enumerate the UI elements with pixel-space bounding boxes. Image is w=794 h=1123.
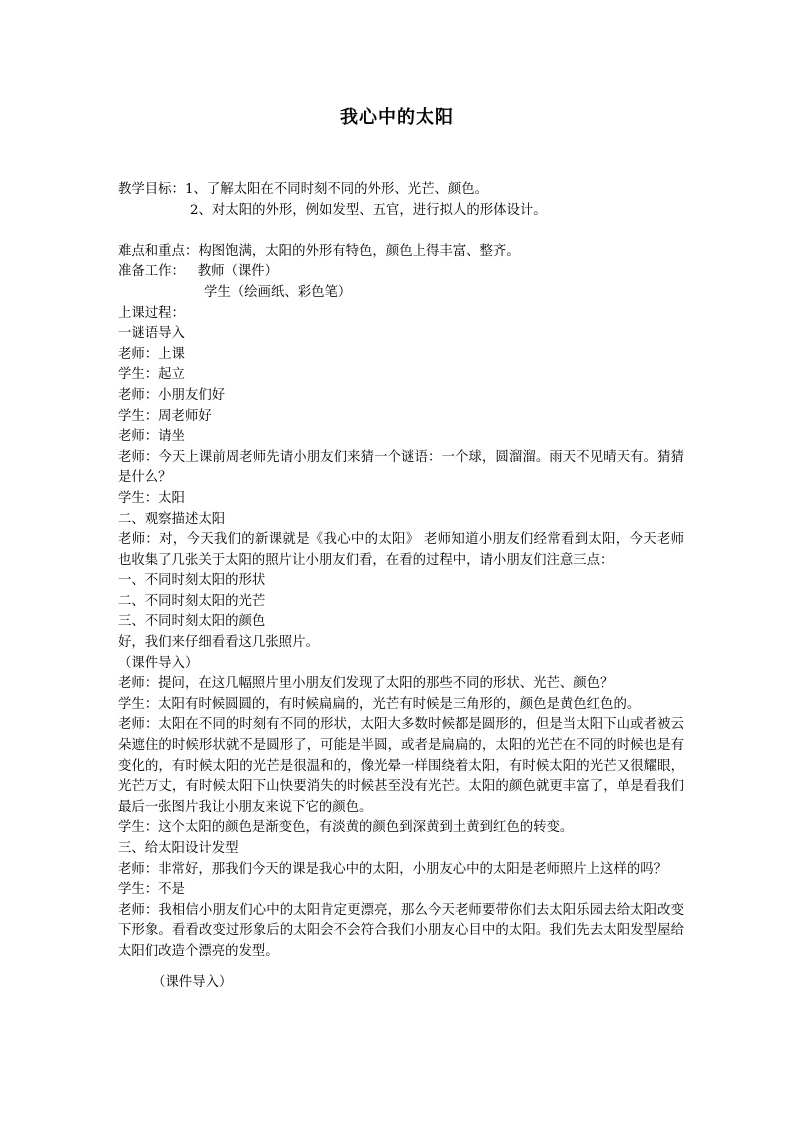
question-line: 老师：提问，在这几幅照片里小朋友们发现了太阳的那些不同的形状、光芒、颜色？ [118, 676, 614, 692]
section-heading-hairstyle: 三、给太阳设计发型 [118, 841, 239, 856]
dialogue-line: 学生：起立 [118, 367, 185, 383]
teacher-ask-line: 老师：非常好，那我们今天的课是我心中的太阳，小朋友心中的太阳是老师照片上这样的吗？ [118, 861, 668, 877]
goal-line-2: 2、对太阳的外形，例如发型、五官，进行拟人的形体设计。 [190, 202, 547, 218]
section-heading-riddle: 一谜语导入 [118, 326, 185, 342]
observe-intro-paragraph: 老师：对，今天我们的新课就是《我心中的太阳》 老师知道小朋友们经常看到太阳，今天老师也收集了几张关于太阳的照片让小朋友们看，在看的过程中，请小朋友们注意三点： [118, 532, 684, 568]
section-heading-observe: 二、观察描述太阳 [118, 511, 226, 527]
point-item: 二、不同时刻太阳的光芒 [118, 593, 266, 609]
look-line: 好，我们来仔细看看这几张照片。 [118, 635, 319, 651]
process-label: 上课过程： [118, 305, 185, 321]
dialogue-line: 老师：请坐 [118, 429, 185, 445]
dialogue-line: 学生：太阳 [118, 490, 185, 506]
point-item: 一、不同时刻太阳的形状 [118, 573, 266, 589]
teacher-explain-paragraph: 老师：太阳在不同的时刻有不同的形状，太阳大多数时候都是圆形的，但是当太阳下山或者被云朵遮住的时候形状就不是圆形了，可能是半圆，或者是扁扁的，太阳的光芒在不同的时候也是有变化的，有时候太阳的光芒是很温和的，像光晕一样围绕着太阳，有时候太阳的光芒又很耀眼，光芒万丈，有时候太阳下山快要消失的时候甚至没有光芒。太阳的颜色就更丰富了，单是看我们最后一张图片我让小朋友来说下它的颜色。 [118, 717, 684, 815]
student-no-line: 学生：不是 [118, 882, 185, 898]
dialogue-line: 学生：周老师好 [118, 408, 212, 424]
riddle-paragraph: 老师：今天上课前周老师先请小朋友们来猜一个谜语：一个球，圆溜溜。雨天不见晴天有。猜猜是什么？ [118, 449, 684, 486]
dialogue-line: 老师：小朋友们好 [118, 387, 226, 403]
prep-line-1: 准备工作： 教师（课件） [118, 264, 279, 280]
teacher-believe-paragraph: 老师：我相信小朋友们心中的太阳肯定更漂亮，那么今天老师要带你们去太阳乐园去给太阳改变下形象。看看改变过形象后的太阳会不会符合我们小朋友心目中的太阳。我们先去太阳发型屋给太阳们改造个漂亮的发型。 [118, 902, 684, 959]
blank-line [118, 221, 684, 242]
prep-line-2: 学生（绘画纸、彩色笔） [204, 284, 352, 300]
document-body [118, 180, 684, 993]
goal-line-1: 教学目标：1、了解太阳在不同时刻不同的外形、光芒、颜色。 [118, 182, 489, 197]
blank-line [118, 963, 684, 973]
point-item: 三、不同时刻太阳的颜色 [118, 614, 266, 630]
courseware-note: （课件导入） [118, 655, 199, 671]
key-points: 难点和重点：构图饱满，太阳的外形有特色，颜色上得丰富、整齐。 [118, 243, 520, 259]
student-color-line: 学生：这个太阳的颜色是渐变色，有淡黄的颜色到深黄到土黄到红色的转变。 [118, 820, 574, 836]
page-title: 我心中的太阳 [340, 107, 454, 128]
student-answer-line: 学生：太阳有时候圆圆的，有时候扁扁的，光芒有时候是三角形的，颜色是黄色红色的。 [118, 696, 641, 712]
dialogue-line: 老师：上课 [118, 346, 185, 362]
courseware-note: （课件导入） [152, 974, 233, 990]
